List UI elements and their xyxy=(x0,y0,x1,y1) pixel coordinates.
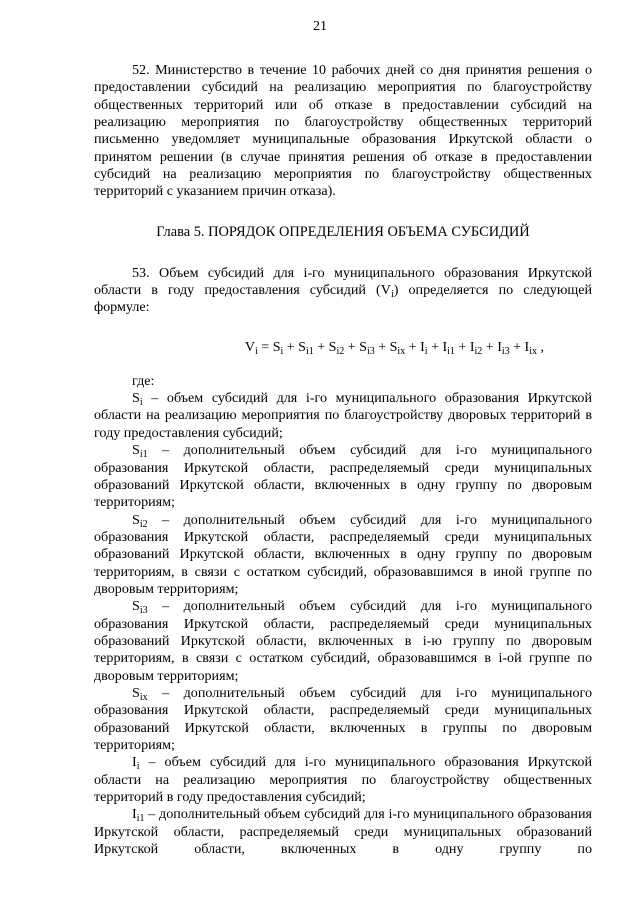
formula-plus: + xyxy=(313,339,329,355)
definition-term-sub: ix xyxy=(139,691,148,703)
formula-term-sub: i xyxy=(280,345,284,357)
definition-term-sub: i3 xyxy=(139,605,148,617)
definition-term-sub: i1 xyxy=(139,449,148,461)
formula-term-base: S xyxy=(389,339,398,355)
definitions-list xyxy=(94,390,592,858)
definition-item xyxy=(94,598,592,685)
formula-term-base: S xyxy=(359,339,367,355)
definition-term-base: I xyxy=(132,806,137,823)
formula-terms xyxy=(273,340,537,355)
paragraph-53-text-b: ) определяется по следующей формуле: xyxy=(94,282,592,316)
definition-term-sub: i xyxy=(139,397,143,409)
definition-item xyxy=(94,390,592,442)
definition-item xyxy=(94,442,592,511)
paragraph-53-text-a: 53. Объем субсидий для i-го муниципального образования Иркутской области в году предоставления субсидий (V xyxy=(94,264,592,299)
formula-lhs: V xyxy=(244,339,255,355)
definition-item xyxy=(94,512,592,599)
definition-term-base: S xyxy=(132,684,140,701)
formula-term-sub: i3 xyxy=(366,345,375,357)
formula-term-sub: i1 xyxy=(305,345,314,357)
formula-lhs-sub: i xyxy=(255,345,258,357)
paragraph-53-subscript: i xyxy=(390,289,394,301)
formula-plus: + xyxy=(482,339,498,355)
page-number: 21 xyxy=(313,19,327,34)
definition-term-sub: i1 xyxy=(136,813,145,825)
definition-term-base: I xyxy=(132,754,137,771)
formula-plus: + xyxy=(374,339,390,355)
definition-text: – дополнительный объем субсидий для i-го муниципального образования Иркутской области, распределяемый среди муниципальных образований Иркутской области, включенных в одну группу по дворовым территориям, в связи с остатком субсидий, образовавшимся в иной группе по дворовым территориям; xyxy=(94,511,592,597)
paragraph-52: 52. Министерство в течение 10 рабочих дней со дня принятия решения о предоставлении субсидий на реализацию мероприятия по благоустройству общественных территорий или об отказе в предоставлении субсидий на реализацию мероприятия по благоустройству общественных территорий письменно уведомляет муниципальные образования Иркутской области о принятом решении (в случае принятия решения об отказе в предоставлении субсидий на реализацию мероприятия по благоустройству общественных территорий с указанием причин отказа). xyxy=(94,62,592,200)
document-body xyxy=(94,62,592,858)
formula-eq: = xyxy=(257,339,273,355)
formula-term-base: I xyxy=(497,339,502,355)
formula-term-base: S xyxy=(328,339,337,355)
formula-plus: + xyxy=(509,339,525,355)
definition-term-base: S xyxy=(132,511,140,528)
formula-term-base: I xyxy=(442,339,448,355)
definition-term-sub: i xyxy=(136,761,140,773)
formula-tail: , xyxy=(537,339,544,355)
formula-term-sub: i1 xyxy=(447,345,455,357)
definition-term-base: S xyxy=(132,598,140,615)
definition-text: – дополнительный объем субсидий для i-го муниципального образования Иркутской области, распределяемый среди муниципальных образований Иркутской области, включенных в одну группу по xyxy=(94,806,592,858)
formula-term-sub: i3 xyxy=(501,345,510,357)
definition-term-base: S xyxy=(132,390,140,407)
definition-text: – дополнительный объем субсидий для i-го муниципального образования Иркутской области, распределяемый среди муниципальных образований Иркутской области, включенных в группы по дворовым территориям; xyxy=(94,684,592,753)
definition-term-sub: i2 xyxy=(139,518,148,530)
formula-term-sub: ix xyxy=(397,345,406,357)
formula-term-base: I xyxy=(524,339,530,355)
subsidy-formula xyxy=(94,339,592,357)
formula-term-base: S xyxy=(298,339,306,355)
definition-item xyxy=(94,806,592,858)
formula-plus: + xyxy=(344,339,360,355)
formula-plus: + xyxy=(427,339,443,355)
definition-item xyxy=(94,685,592,754)
formula-term-base: I xyxy=(420,339,425,355)
definition-text: – дополнительный объем субсидий для i-го муниципального образования Иркутской области, распределяемый среди муниципальных образований Иркутской области, включенных в i-ю группу по дворовым территориям, в связи с остатком субсидий, образовавшимся в i-ой группе по дворовым территориям; xyxy=(94,598,592,684)
definition-term-base: S xyxy=(132,442,140,459)
definition-text: – объем субсидий для i-го муниципального образования Иркутской области на реализацию мероприятия по благоустройству дворовых территорий в году предоставления субсидий; xyxy=(94,390,592,441)
definition-text: – объем субсидий для i-го муниципального образования Иркутской области на реализацию мероприятия по благоустройству общественных территорий в году предоставления субсидий; xyxy=(94,754,592,806)
formula-term-base: I xyxy=(469,339,475,355)
formula-term-base: S xyxy=(272,339,281,355)
where-label: где: xyxy=(132,372,155,389)
formula-plus: + xyxy=(283,339,299,355)
formula-plus: + xyxy=(405,339,421,355)
chapter-heading: Глава 5. ПОРЯДОК ОПРЕДЕЛЕНИЯ ОБЪЕМА СУБСИДИЙ xyxy=(156,223,530,240)
formula-term-sub: i2 xyxy=(336,345,345,357)
paragraph-53 xyxy=(94,265,592,317)
definition-text: – дополнительный объем субсидий для i-го муниципального образования Иркутской области, распределяемый среди муниципальных образований Иркутской области, включенных в одну группу по дворовым территориям; xyxy=(94,442,592,511)
formula-plus: + xyxy=(454,339,470,355)
definition-item xyxy=(94,754,592,806)
formula-term-sub: i xyxy=(424,345,428,357)
formula-term-sub: i2 xyxy=(474,345,483,357)
formula-term-sub: ix xyxy=(529,345,537,357)
